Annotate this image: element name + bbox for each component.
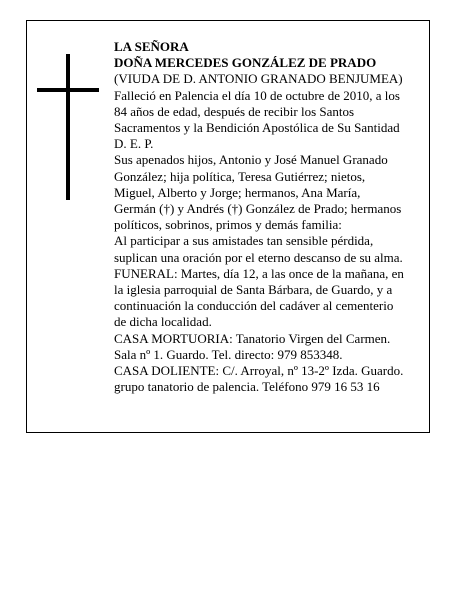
- family-line: Sus apenados hijos, Antonio y José Manuel Granado: [114, 152, 388, 168]
- family-line: Miguel, Alberto y Jorge; hermanos, Ana María,: [114, 184, 361, 200]
- request-paragraph: [114, 233, 426, 265]
- home-line: CASA DOLIENTE: C/. Arroyal, nº 13-2º Izda. Guardo.: [114, 363, 404, 379]
- mortuary-paragraph: [114, 331, 426, 363]
- family-line: González; hija política, Teresa Gutiérrez; nietos,: [114, 168, 366, 184]
- cross-vertical-bar: [66, 54, 70, 200]
- widow-line: (VIUDA DE D. ANTONIO GRANADO BENJUMEA): [114, 71, 403, 87]
- request-line: suplican una oración por el eterno descanso de su alma.: [114, 249, 403, 265]
- latin-cross-icon: [37, 54, 99, 200]
- death-line: Falleció en Palencia el día 10 de octubre de 2010, a los: [114, 87, 400, 103]
- cross-horizontal-bar: [37, 88, 99, 92]
- death-line: 84 años de edad, después de recibir los Santos: [114, 103, 355, 119]
- family-paragraph: [114, 152, 426, 233]
- notice-title: LA SEÑORA: [114, 39, 189, 54]
- funeral-paragraph: [114, 266, 426, 331]
- funeral-line: la iglesia parroquial de Santa Bárbara, de Guardo, y a: [114, 282, 393, 298]
- deceased-name: DOÑA MERCEDES GONZÁLEZ DE PRADO: [114, 55, 377, 71]
- family-line: Germán (†) y Andrés (†) González de Prado; hermanos: [114, 201, 402, 217]
- notice-text: [114, 39, 426, 395]
- mortuary-line: Sala nº 1. Guardo. Tel. directo: 979 853348.: [114, 346, 343, 362]
- funeral-line: continuación la conducción del cadáver al cementerio: [114, 298, 394, 314]
- family-line: políticos, sobrinos, primos y demás familia:: [114, 217, 342, 233]
- request-line: Al participar a sus amistades tan sensible pérdida,: [114, 233, 374, 249]
- death-line: Sacramentos y la Bendición Apostólica de Su Santidad: [114, 120, 400, 136]
- home-line: grupo tanatorio de palencia. Teléfono 979 16 53 16: [114, 379, 380, 395]
- funeral-line: de dicha localidad.: [114, 314, 212, 330]
- obituary-notice: [26, 20, 430, 433]
- mortuary-line: CASA MORTUORIA: Tanatorio Virgen del Carmen.: [114, 330, 391, 346]
- funeral-line: FUNERAL: Martes, día 12, a las once de la mañana, en: [114, 265, 404, 281]
- death-paragraph: [114, 88, 426, 153]
- death-line: D. E. P.: [114, 136, 154, 152]
- home-paragraph: [114, 363, 426, 395]
